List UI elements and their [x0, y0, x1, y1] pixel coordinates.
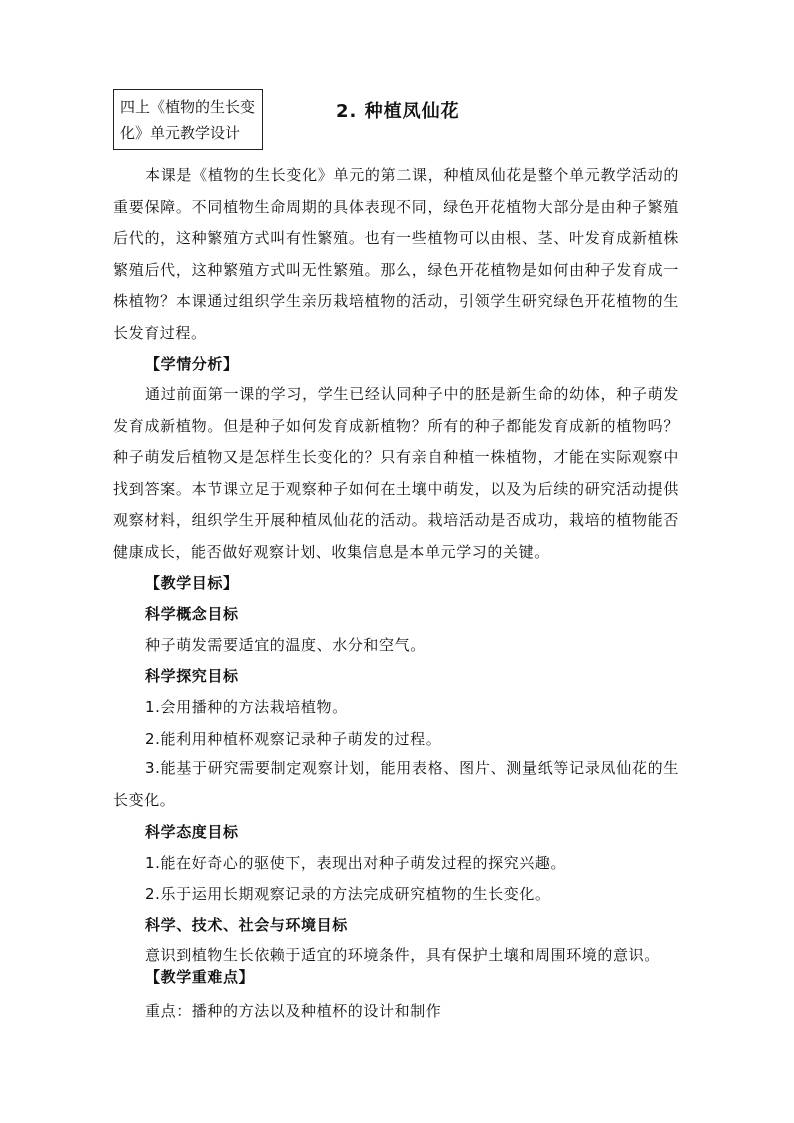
sts-text: 意识到植物生长依赖于适宜的环境条件，具有保护土壤和周围环境的意识。 [145, 946, 660, 964]
attitude-item-1: 1.能在好奇心的驱使下，表现出对种子萌发过程的探究兴趣。 [145, 854, 567, 872]
intro-paragraph: 本课是《植物的生长变化》单元的第二课，种植凤仙花是整个单元教学活动的重要保障。不同植物生命周期的具体表现不同，绿色开花植物大部分是由种子繁殖后代的，这种繁殖方式叫有性繁殖。也有一些植物可以由根、茎、叶发育成新植株繁殖后代，这种繁殖方式叫无性繁殖。那么，绿色开花植物是如何由种子发育成一株植物？本课通过组织学生亲历栽培植物的活动，引领学生研究绿色开花植物的生长发育过程。 [113, 166, 679, 342]
key-points-heading: 【教学重难点】 [145, 968, 255, 986]
unit-label: 四上《植物的生长变化》单元教学设计 [120, 98, 256, 142]
concept-text: 种子萌发需要适宜的温度、水分和空气。 [145, 636, 426, 654]
inquiry-item-3: 3.能基于研究需要制定观察计划，能用表格、图片、测量纸等记录凤仙花的生长变化。 [113, 759, 679, 809]
inquiry-heading: 科学探究目标 [145, 667, 239, 685]
goals-heading: 【教学目标】 [145, 574, 239, 592]
attitude-heading: 科学态度目标 [145, 823, 239, 841]
attitude-item-2: 2.乐于运用长期观察记录的方法完成研究植物的生长变化。 [145, 885, 551, 903]
analysis-heading: 【学情分析】 [145, 355, 239, 373]
unit-label-box [113, 89, 263, 150]
key-points-text: 重点：播种的方法以及种植杯的设计和制作 [145, 1002, 442, 1020]
lesson-title: 2. 种植凤仙花 [336, 101, 460, 122]
sts-heading: 科学、技术、社会与环境目标 [145, 916, 348, 934]
concept-heading: 科学概念目标 [145, 605, 239, 623]
inquiry-item-2: 2.能利用种植杯观察记录种子萌发的过程。 [145, 730, 442, 748]
inquiry-item-1: 1.会用播种的方法栽培植物。 [145, 698, 348, 716]
analysis-paragraph: 通过前面第一课的学习，学生已经认同种子中的胚是新生命的幼体，种子萌发发育成新植物。但是种子如何发育成新植物？所有的种子都能发育成新的植物吗？种子萌发后植物又是怎样生长变化的？只有亲自种植一株植物，才能在实际观察中找到答案。本节课立足于观察种子如何在土壤中萌发，以及为后续的研究活动提供观察材料，组织学生开展种植凤仙花的活动。栽培活动是否成功，栽培的植物能否健康成长，能否做好观察计划、收集信息是本单元学习的关键。 [113, 385, 679, 561]
